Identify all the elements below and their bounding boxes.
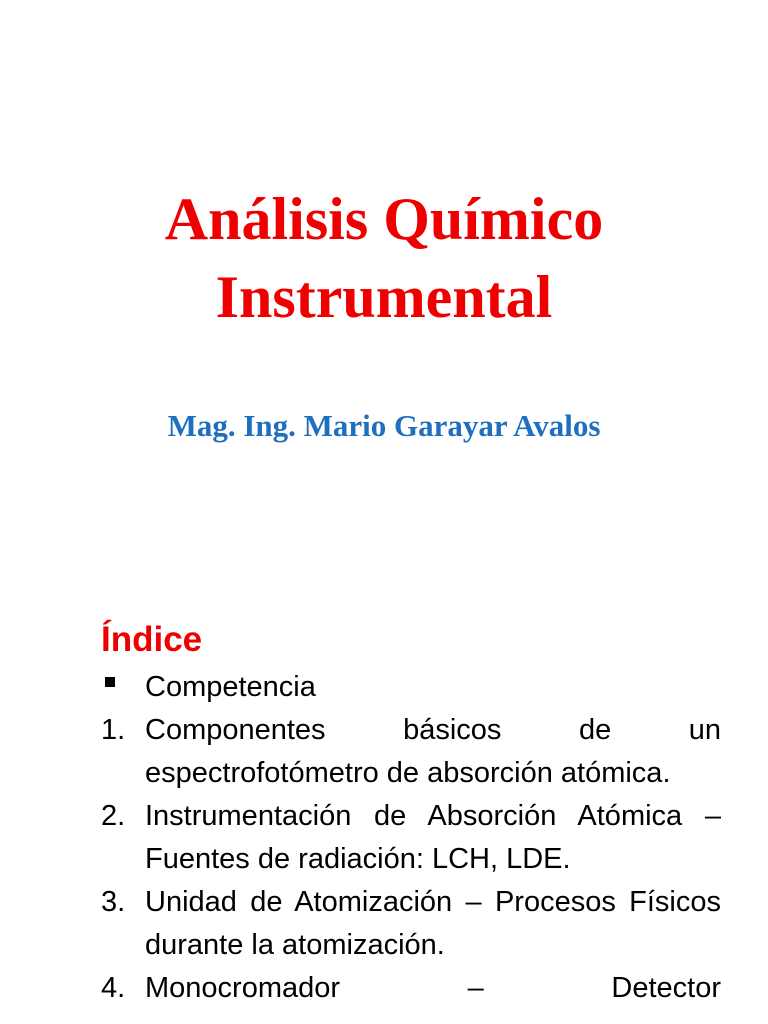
title-line-2: Instrumental [215, 264, 553, 330]
index-item-number: 4. [101, 972, 126, 1004]
index-item-text: Unidad de Atomización – Procesos Físicos durante la atomización. [145, 886, 721, 961]
index-item-3 [101, 881, 721, 967]
index-item-1 [101, 709, 721, 795]
index-item-2 [101, 795, 721, 881]
index-item-number: 1. [101, 714, 126, 746]
square-bullet-icon [105, 677, 115, 687]
index-item-text: Competencia [145, 671, 316, 703]
index-item-competencia [101, 666, 721, 709]
index-item-number: 2. [101, 800, 126, 832]
index-item-text: Instrumentación de Absorción Atómica – Fuentes de radiación: LCH, LDE. [145, 800, 721, 875]
author-name: Mag. Ing. Mario Garayar Avalos [167, 408, 601, 443]
index-heading: Índice [101, 620, 203, 659]
index-item-text: Monocromador – Detector [145, 972, 721, 1004]
index-item-number: 3. [101, 886, 126, 918]
index-item-text: Componentes básicos de un espectrofotómetro de absorción atómica. [145, 714, 721, 789]
index-item-4 [101, 967, 721, 1010]
document-title [0, 180, 768, 336]
index-list [101, 666, 721, 1010]
title-line-1: Análisis Químico [164, 186, 604, 252]
